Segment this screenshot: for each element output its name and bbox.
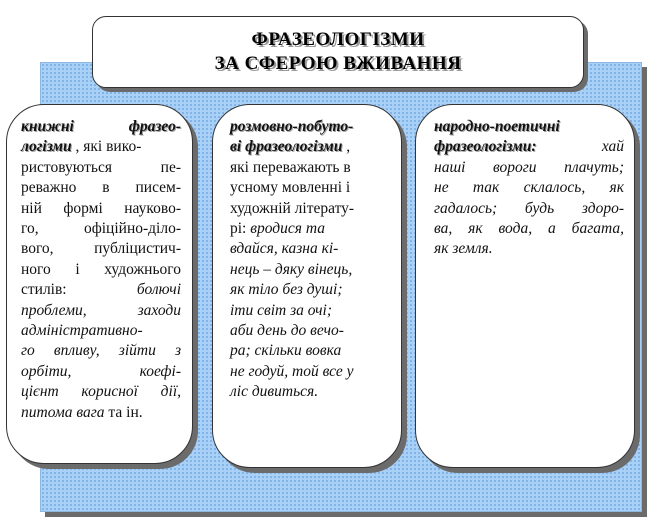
body-text: ристовуються пе- (21, 158, 181, 176)
example-text: хай (601, 138, 624, 156)
text-line (434, 178, 624, 198)
term-emphasis: логізми (21, 138, 72, 156)
term-emphasis: фразеологізми: (434, 138, 537, 156)
text-line (230, 301, 394, 321)
example-text: коефі- (139, 362, 181, 380)
text-line (434, 158, 624, 178)
text-line (21, 341, 181, 361)
card-text (230, 117, 394, 403)
example-text: вдайся, казна кі- (230, 240, 339, 258)
text-line (230, 280, 394, 300)
text-line (434, 219, 624, 239)
text-line (21, 321, 181, 341)
example-text: ра; скільки вовка (230, 342, 342, 360)
text-line (21, 301, 181, 321)
text-line (21, 280, 181, 300)
text-line (230, 117, 394, 137)
title-box (92, 16, 584, 88)
body-text: вого, публіцистич- (21, 240, 181, 258)
example-text: аби день до вечо- (230, 322, 344, 340)
body-text: художній літерату- (230, 199, 355, 217)
example-text: адміністративно- (21, 322, 143, 340)
body-text: стилів: (21, 281, 67, 299)
text-line (21, 178, 181, 198)
body-text: го, офіційно-діло- (21, 220, 181, 238)
body-text: рі: (230, 220, 251, 238)
text-line (21, 199, 181, 219)
card-text (21, 117, 181, 423)
text-line (230, 382, 394, 402)
text-line (230, 219, 394, 239)
example-text: наші вороги плачуть; (434, 158, 624, 176)
text-line (230, 341, 394, 361)
body-text: , (346, 138, 351, 156)
text-line (21, 158, 181, 178)
example-text: го впливу, зійти з (21, 342, 181, 360)
text-line (21, 239, 181, 259)
body-text: ного і художнього (21, 260, 181, 278)
text-line (434, 239, 624, 259)
body-text: реважно в писем- (21, 179, 181, 197)
text-line (230, 260, 394, 280)
text-line (230, 199, 394, 219)
text-line (21, 137, 181, 157)
example-text: орбіти, (21, 362, 72, 380)
text-line (21, 260, 181, 280)
example-text: цієнт корисної дії, (21, 383, 181, 401)
text-line (230, 137, 394, 157)
text-line (230, 178, 394, 198)
example-text: вродися та (250, 220, 325, 238)
body-text: які переважають в (230, 158, 351, 176)
text-line (21, 219, 181, 239)
text-line (21, 362, 181, 382)
title-line-1: ФРАЗЕОЛОГІЗМИ (251, 29, 425, 50)
example-text: нець – дяку вінець, (230, 260, 353, 278)
term-emphasis: ві фразеологізми (230, 138, 343, 156)
example-text: як тіло без душі; (230, 281, 343, 299)
term-emphasis: книжні (21, 118, 74, 135)
text-line (21, 117, 181, 137)
card-folk-poetic-phraseologisms (415, 104, 635, 468)
example-text: гадалось; будь здоро- (434, 199, 624, 217)
text-line (434, 199, 624, 219)
example-text: іти світ за очі; (230, 301, 332, 319)
body-text: , які вико- (75, 138, 142, 156)
body-text: ній формі науково- (21, 199, 181, 217)
text-line (230, 321, 394, 341)
text-line (21, 382, 181, 402)
text-line (230, 239, 394, 259)
example-text: ва, як вода, а багата, (434, 220, 624, 238)
text-line (230, 158, 394, 178)
body-text: та ін. (108, 403, 143, 421)
example-text: питома вага (21, 403, 105, 421)
card-text (434, 117, 624, 260)
example-text: ліс дивиться. (230, 383, 319, 401)
text-line (230, 362, 394, 382)
body-text: усному мовленні і (230, 179, 351, 197)
term-emphasis: розмовно-побуто- (230, 118, 354, 135)
card-colloquial-phraseologisms (212, 104, 402, 468)
text-line (21, 403, 181, 423)
term-emphasis: фразео- (128, 118, 181, 135)
text-line (434, 137, 624, 157)
example-text: проблеми, заходи (21, 301, 181, 319)
example-text: не так склалось, як (434, 179, 624, 197)
title-line-2: ЗА СФЕРОЮ ВЖИВАННЯ (214, 53, 462, 74)
example-text: як земля. (434, 240, 493, 258)
term-emphasis: народно-поетичні (434, 118, 560, 135)
text-line (434, 117, 624, 137)
example-text: болючі (136, 281, 181, 299)
card-bookish-phraseologisms (6, 104, 193, 464)
example-text: не годуй, той все у (230, 362, 354, 380)
